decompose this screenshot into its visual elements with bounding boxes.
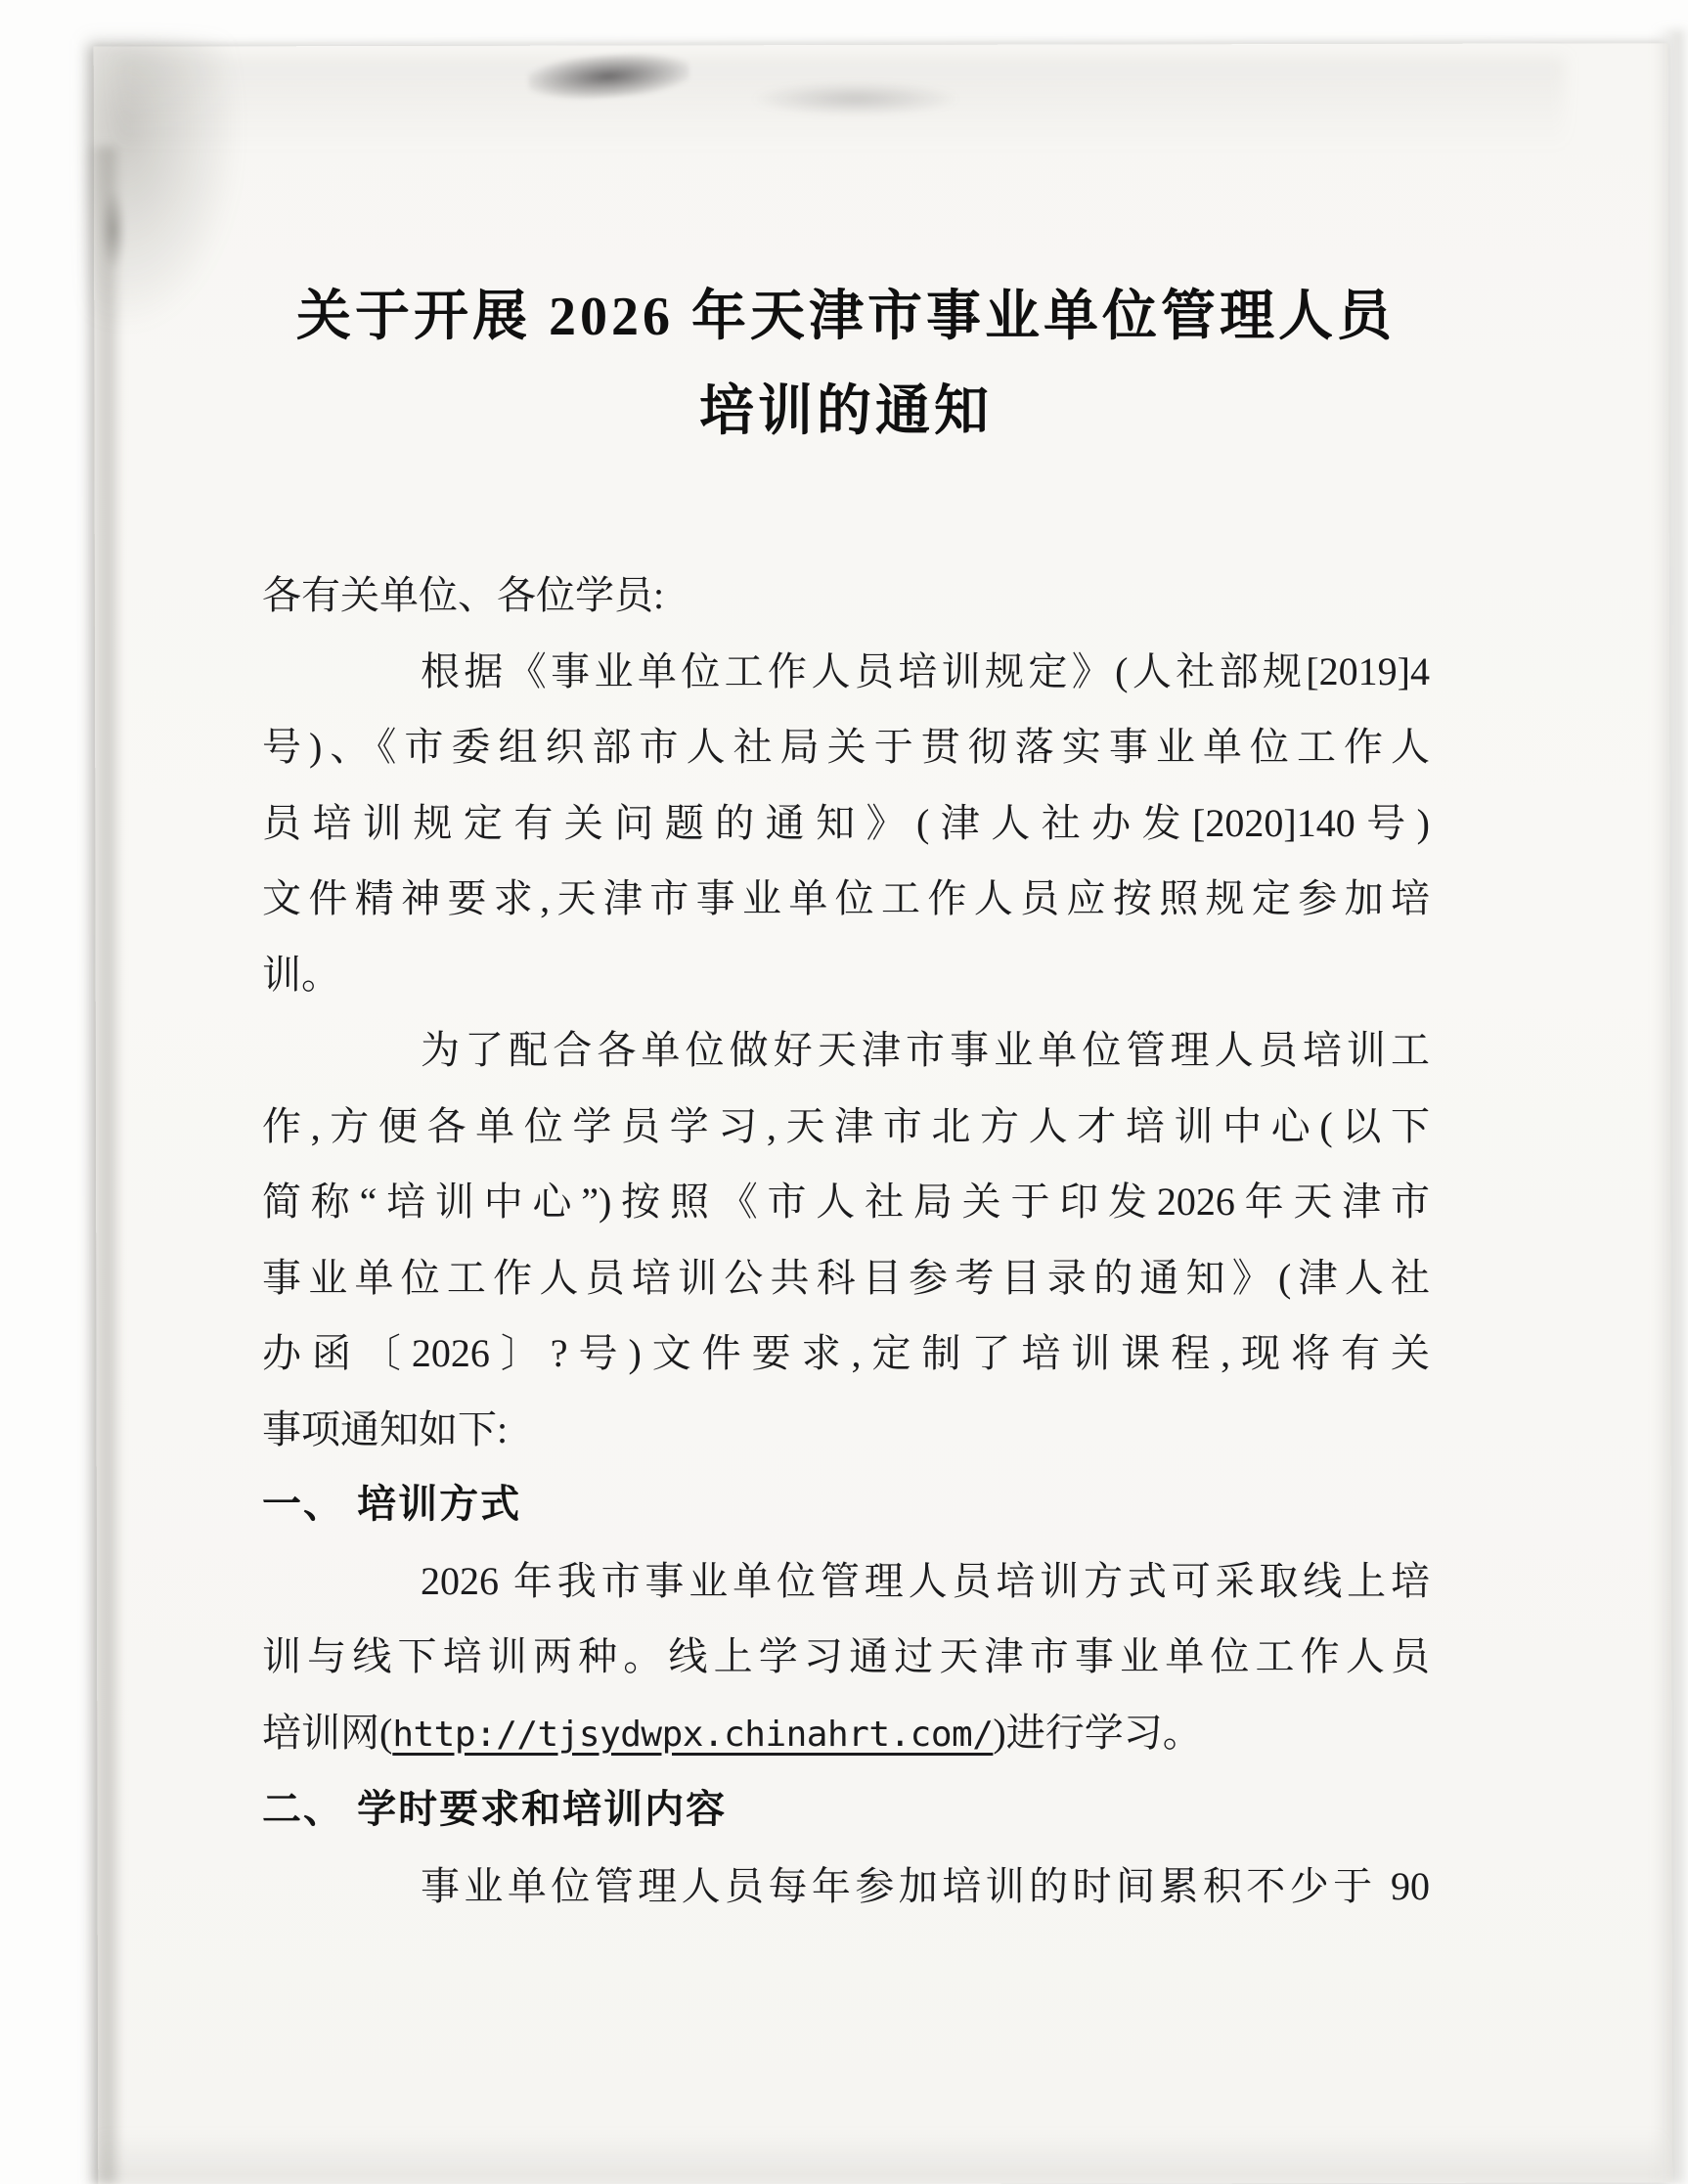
training-site-url: http://tjsydwpx.chinahrt.com/ (392, 1714, 994, 1755)
paragraph2-line: 简称“培训中心”)按照《市人社局关于印发2026年天津市 (262, 1180, 1430, 1224)
document-title (176, 270, 1516, 460)
paragraph2-line: 为了配合各单位做好天津市事业单位管理人员培训工 (421, 1028, 1430, 1072)
scan-edge-shadow-bottom (98, 2125, 1663, 2184)
paragraph2-line: 事项通知如下: (262, 1406, 509, 1451)
paragraph1-line: 号)、《市委组织部市人社局关于贯彻落实事业单位工作人 (262, 725, 1430, 769)
scan-edge-shadow-left (84, 147, 119, 2184)
section2-line: 事业单位管理人员每年参加培训的时间累积不少于 90 (421, 1863, 1430, 1908)
paragraph2-line: 办函〔2026〕?号)文件要求,定制了培训课程,现将有关 (262, 1331, 1430, 1375)
paragraph1-line: 根据《事业单位工作人员培训规定》(人社部规[2019]4 (421, 648, 1430, 693)
section-heading-1: 一、 培训方式 (262, 1483, 522, 1526)
url-prefix-text: 培训网( (262, 1710, 393, 1755)
scan-edge-shadow-right (1649, 29, 1684, 2184)
title-line-1: 关于开展 2026 年天津市事业单位管理人员 (296, 287, 1396, 347)
paragraph1-line: 员培训规定有关问题的通知》(津人社办发[2020]140号) (262, 800, 1430, 845)
paragraph1-line: 训。 (262, 952, 340, 997)
document-body (262, 557, 1430, 1924)
salutation: 各有关单位、各位学员: (262, 573, 665, 617)
section1-line: 训与线下培训两种。线上学习通过天津市事业单位工作人员 (262, 1634, 1430, 1678)
paragraph2-line: 作,方便各单位学员学习,天津市北方人才培训中心(以下 (262, 1103, 1430, 1148)
paragraph2-line: 事业单位工作人员培训公共科目参考目录的通知》(津人社 (262, 1255, 1430, 1300)
section-heading-2: 二、 学时要求和培训内容 (262, 1788, 728, 1831)
title-line-2: 培训的通知 (699, 381, 993, 442)
paragraph1-line: 文件精神要求,天津市事业单位工作人员应按照规定参加培 (262, 876, 1430, 920)
section1-line: 2026 年我市事业单位管理人员培训方式可采取线上培 (421, 1558, 1430, 1603)
section1-line-with-url (262, 1695, 1430, 1773)
url-suffix-text: )进行学习。 (993, 1710, 1202, 1755)
faint-smudge (753, 82, 958, 115)
paper-crease-mark (100, 186, 127, 274)
